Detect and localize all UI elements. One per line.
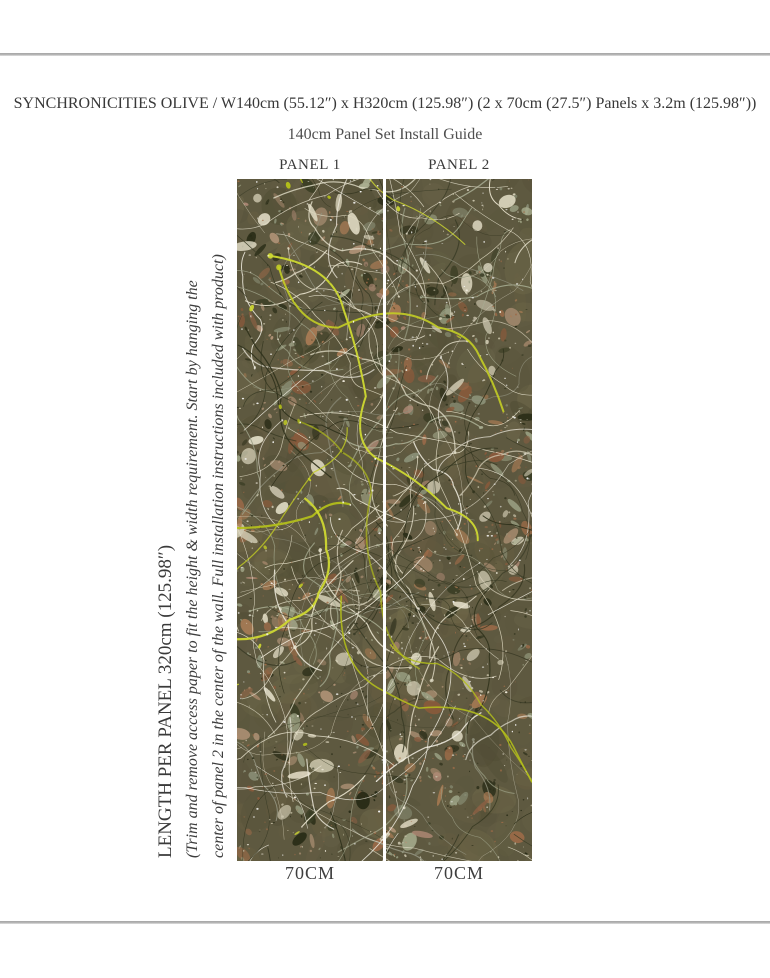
wallpaper-pattern-canvas (237, 179, 532, 861)
wallpaper-swatch (237, 179, 532, 861)
top-divider (0, 53, 770, 56)
install-instructions-line-2: center of panel 2 in the center of the wall. Full installation instructions included with product) (210, 254, 227, 858)
length-per-panel-label: LENGTH PER PANEL 320cm (125.98″) (155, 544, 176, 858)
guide-subtitle: 140cm Panel Set Install Guide (287, 126, 483, 143)
side-note (155, 158, 232, 858)
panel-1-label: PANEL 1 (279, 157, 341, 173)
panel-2-width-label: 70CM (433, 863, 484, 883)
bottom-divider (0, 921, 770, 924)
panel-1-width-label: 70CM (284, 863, 335, 883)
install-instructions (180, 158, 232, 858)
install-instructions-line-1: (Trim and remove access paper to fit the height & width requirement. Start by hanging the (184, 280, 201, 858)
product-title: SYNCHRONICITIES OLIVE / W140cm (55.12″) x H320cm (125.98″) (2 x 70cm (27.5″) Panels x 3.2m (125.98″)) (13, 95, 757, 112)
panel-2-label: PANEL 2 (428, 157, 490, 173)
